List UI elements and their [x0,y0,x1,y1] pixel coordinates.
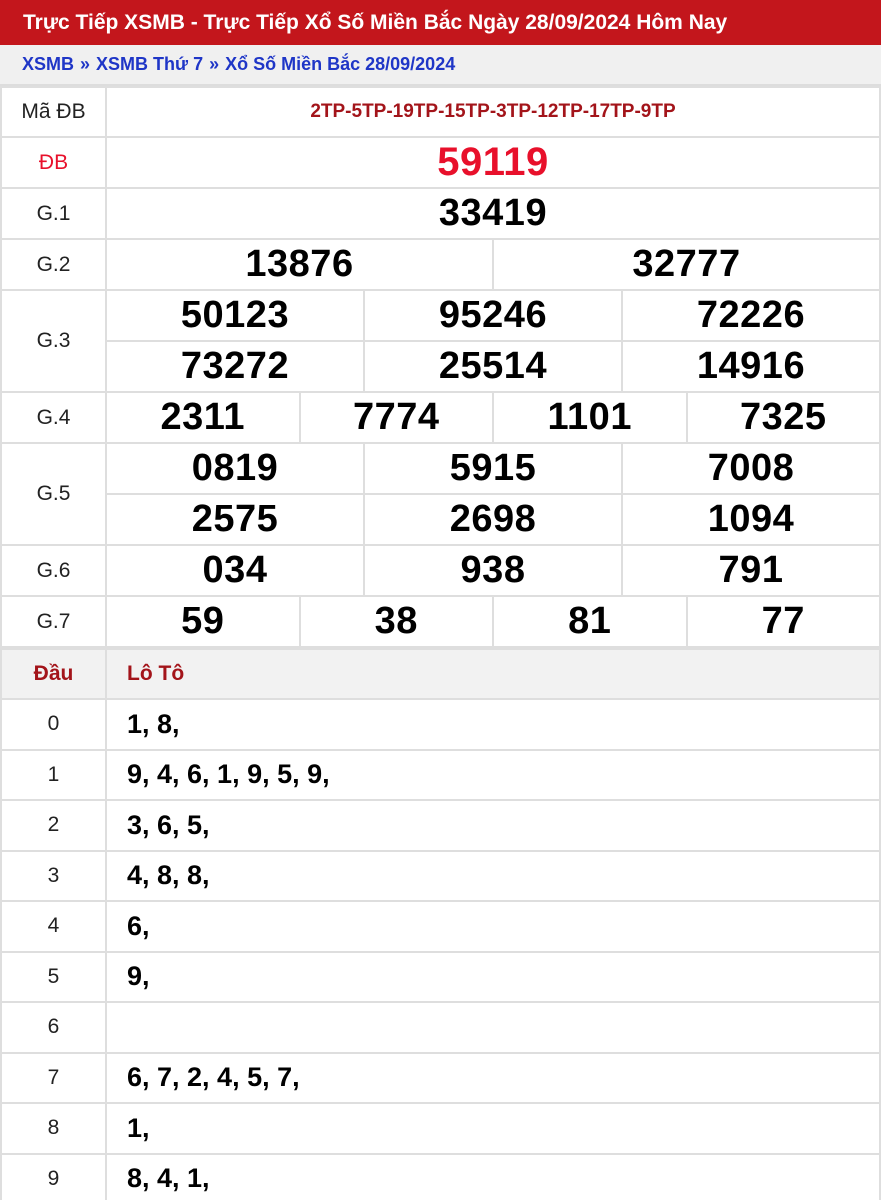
dau-cell: 6 [1,1002,106,1053]
g5-number: 0819 [106,443,364,494]
loto-header: Lô Tô [106,649,880,699]
g2-label: G.2 [1,239,106,290]
db-row [1,137,880,188]
g7-number: 81 [493,596,687,647]
g6-row [1,545,880,596]
loto-row [1,901,880,952]
loto-values: 9, [106,952,880,1003]
g3-number: 25514 [364,341,622,392]
madb-value: 2TP-5TP-19TP-15TP-3TP-12TP-17TP-9TP [106,87,880,137]
g3-label: G.3 [1,290,106,392]
g7-row [1,596,880,647]
dau-cell: 2 [1,800,106,851]
loto-values: 4, 8, 8, [106,851,880,902]
g6-number: 034 [106,545,364,596]
g4-label: G.4 [1,392,106,443]
dau-cell: 5 [1,952,106,1003]
g1-row [1,188,880,239]
loto-row [1,1002,880,1053]
g3-row [1,290,880,341]
g6-number: 791 [622,545,880,596]
breadcrumb [0,45,881,86]
loto-row [1,699,880,750]
loto-values: 3, 6, 5, [106,800,880,851]
g5-label: G.5 [1,443,106,545]
loto-row [1,800,880,851]
loto-values: 6, 7, 2, 4, 5, 7, [106,1053,880,1104]
g3-number: 14916 [622,341,880,392]
g5-row [1,494,880,545]
g7-number: 38 [300,596,494,647]
g3-number: 95246 [364,290,622,341]
g5-number: 5915 [364,443,622,494]
loto-values: 1, 8, [106,699,880,750]
loto-values [106,1002,880,1053]
page-header [0,0,881,45]
loto-values: 9, 4, 6, 1, 9, 5, 9, [106,750,880,801]
dau-cell: 3 [1,851,106,902]
dau-cell: 9 [1,1154,106,1200]
g7-number: 59 [106,596,300,647]
loto-values: 1, [106,1103,880,1154]
g1-label: G.1 [1,188,106,239]
loto-values: 8, 4, 1, [106,1154,880,1200]
loto-row [1,1053,880,1104]
g6-number: 938 [364,545,622,596]
loto-table [0,648,881,1200]
g3-number: 73272 [106,341,364,392]
g5-number: 2698 [364,494,622,545]
db-label: ĐB [1,137,106,188]
loto-row [1,1154,880,1200]
loto-row [1,851,880,902]
g7-label: G.7 [1,596,106,647]
g4-number: 7325 [687,392,881,443]
madb-label: Mã ĐB [1,87,106,137]
g1-number: 33419 [106,188,880,239]
breadcrumb-separator: » [209,54,220,74]
madb-row [1,87,880,137]
results-table [0,86,881,648]
g2-row [1,239,880,290]
breadcrumb-link-current[interactable]: Xổ Số Miền Bắc 28/09/2024 [225,54,456,74]
breadcrumb-link-xsmb[interactable]: XSMB [22,54,75,74]
breadcrumb-link-xsmb-thu7[interactable]: XSMB Thứ 7 [96,54,204,74]
page-title: Trực Tiếp XSMB - Trực Tiếp Xổ Số Miền Bắc Ngày 28/09/2024 Hôm Nay [23,10,728,34]
dau-cell: 8 [1,1103,106,1154]
special-prize-number: 59119 [106,137,880,188]
g4-number: 1101 [493,392,687,443]
g6-label: G.6 [1,545,106,596]
loto-row [1,1103,880,1154]
g3-number: 50123 [106,290,364,341]
dau-header: Đầu [1,649,106,699]
g2-number: 32777 [493,239,880,290]
g3-row [1,341,880,392]
loto-row [1,952,880,1003]
dau-cell: 0 [1,699,106,750]
g5-number: 7008 [622,443,880,494]
breadcrumb-separator: » [80,54,91,74]
g4-row [1,392,880,443]
g5-row [1,443,880,494]
g4-number: 2311 [106,392,300,443]
loto-row [1,750,880,801]
g4-number: 7774 [300,392,494,443]
g5-number: 1094 [622,494,880,545]
loto-header-row [1,649,880,699]
g7-number: 77 [687,596,881,647]
dau-cell: 7 [1,1053,106,1104]
loto-values: 6, [106,901,880,952]
dau-cell: 4 [1,901,106,952]
dau-cell: 1 [1,750,106,801]
g3-number: 72226 [622,290,880,341]
g5-number: 2575 [106,494,364,545]
g2-number: 13876 [106,239,493,290]
